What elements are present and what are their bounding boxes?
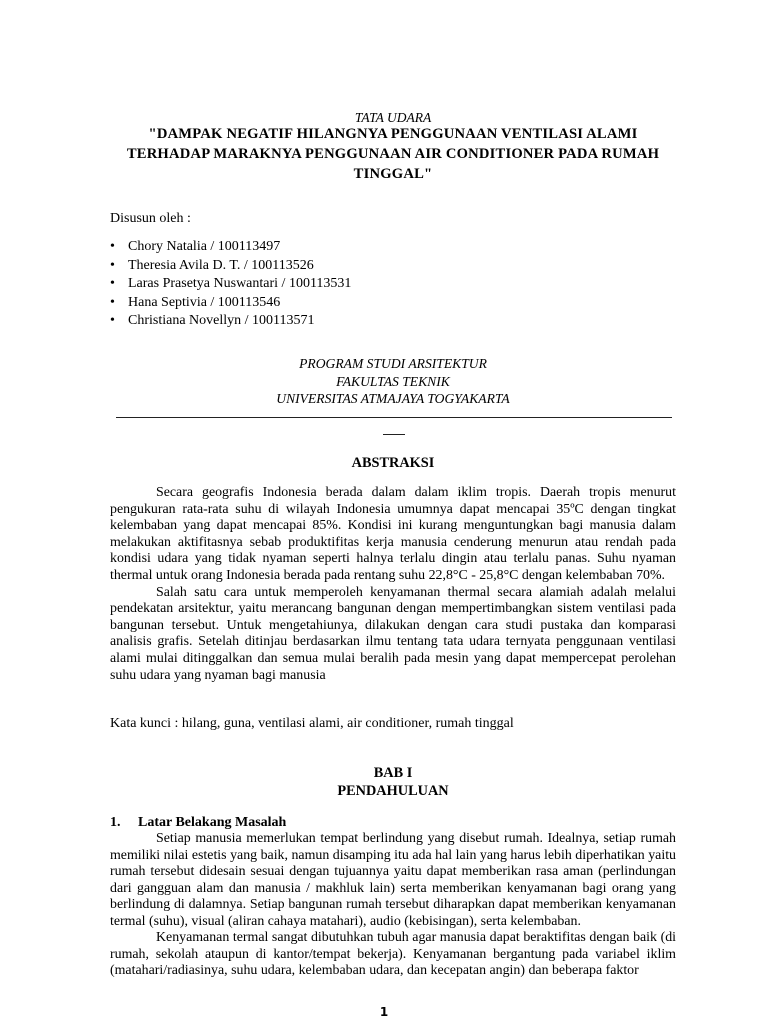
author-item: • Chory Natalia / 100113497 (110, 238, 351, 257)
author-item: • Theresia Avila D. T. / 100113526 (110, 257, 351, 276)
chapter-number: BAB I (373, 765, 413, 781)
chapter-heading (110, 764, 676, 800)
chapter-title: PENDAHULUAN (337, 783, 449, 799)
body-paragraph-1: Setiap manusia memerlukan tempat berlindung yang disebut rumah. Idealnya, setiap rumah memiliki nilai estetis yang baik, namun disamping itu ada hal lain yang harus lebih diperhatikan yaitu rumah tersebut didesain sesuai dengan tujuannya yaitu dapat memberikan rasa aman (perlindungan dari gangguan alam dan manusia / makhluk lain) serta memberikan kenyamanan bagi orang yang berlindung di dalamnya. Setiap bangunan rumah tersebut diharapkan dapat memberikan kenyamanan termal (suhu), visual (aliran cahaya matahari), audio (kebisingan), serta kelembaban. (110, 831, 676, 929)
faculty-name: FAKULTAS TEKNIK (336, 373, 450, 389)
title-line-1: "DAMPAK NEGATIF HILANGNYA PENGGUNAAN VENTILASI ALAMI (148, 126, 638, 142)
author-item: • Hana Septivia / 100113546 (110, 294, 351, 313)
subject-label: TATA UDARA (354, 110, 432, 125)
authors-label: Disusun oleh : (110, 211, 191, 226)
divider-line (116, 417, 672, 418)
divider-line-tail (383, 434, 405, 435)
author-item: • Christiana Novellyn / 100113571 (110, 312, 351, 331)
bullet-icon: • (110, 313, 115, 328)
title-line-2: TERHADAP MARAKNYA PENGGUNAAN AIR CONDITIONER PADA RUMAH (126, 146, 660, 162)
section-body (110, 831, 676, 980)
title-line-3: TINGGAL" (353, 166, 433, 182)
abstract-body (110, 485, 676, 684)
abstract-paragraph-1: Secara geografis Indonesia berada dalam dalam iklim tropis. Daerah tropis menurut pengukuran rata-rata suhu di wilayah Indonesia umumnya dapat mencapai 35ºC dengan tingkat kelembaban yang dapat mencapai 85%. Kondisi ini kurang menguntungkan bagi manusia dalam melakukan aktifitasnya sebab produktifitas kerja manusia cenderung menurun atau rendah pada kondisi udara yang tidak nyaman seperti halnya terlalu dingin atau terlalu panas. Suhu nyaman thermal untuk orang Indonesia berada pada rentang suhu 22,8°C - 25,8°C dengan kelembaban 70%. (110, 485, 676, 583)
abstract-heading: ABSTRAKSI (351, 455, 435, 471)
section-title: Latar Belakang Masalah (138, 815, 287, 830)
section-heading (110, 815, 286, 831)
author-item: • Laras Prasetya Nuswantari / 100113531 (110, 275, 351, 294)
bullet-icon: • (110, 294, 115, 310)
institution-block (110, 355, 676, 408)
bullet-icon: • (110, 276, 115, 291)
section-number: 1. (110, 815, 121, 830)
bullet-icon: • (110, 239, 115, 254)
bullet-icon: • (110, 257, 115, 273)
university-name: UNIVERSITAS ATMAJAYA TOGYAKARTA (276, 391, 510, 406)
body-paragraph-2: Kenyamanan termal sangat dibutuhkan tubuh agar manusia dapat beraktifitas dengan baik (di rumah, sekolah ataupun di kantor/tempat bekerja). Kenyamanan bergantung pada variabel iklim (matahari/radiasinya, suhu udara, kelembaban udara, dan kecepatan angin) dan beberapa faktor (110, 930, 676, 978)
document-title (100, 124, 686, 184)
abstract-paragraph-2: Salah satu cara untuk memperoleh kenyamanan thermal secara alamiah adalah melalui pendekatan arsitektur, yaitu merancang bangunan dengan mempertimbangkan sistem ventilasi pada bangunan tersebut. Untuk mengetahiunya, dilakukan dengan cara studi pustaka dan komparasi analisis grafis. Setelah ditinjau berdasarkan ilmu tentang tata udara ternyata penggunaan ventilasi alami mulai ditinggalkan dan semua mulai beralih pada mesin yang dapat mempercepat perolehan suhu udara yang nyaman bagi manusia (110, 584, 676, 683)
page-number: 1 (379, 1005, 389, 1019)
author-list (110, 238, 351, 331)
program-name: PROGRAM STUDI ARSITEKTUR (299, 356, 487, 371)
keywords: Kata kunci : hilang, guna, ventilasi alami, air conditioner, rumah tinggal (110, 716, 514, 731)
